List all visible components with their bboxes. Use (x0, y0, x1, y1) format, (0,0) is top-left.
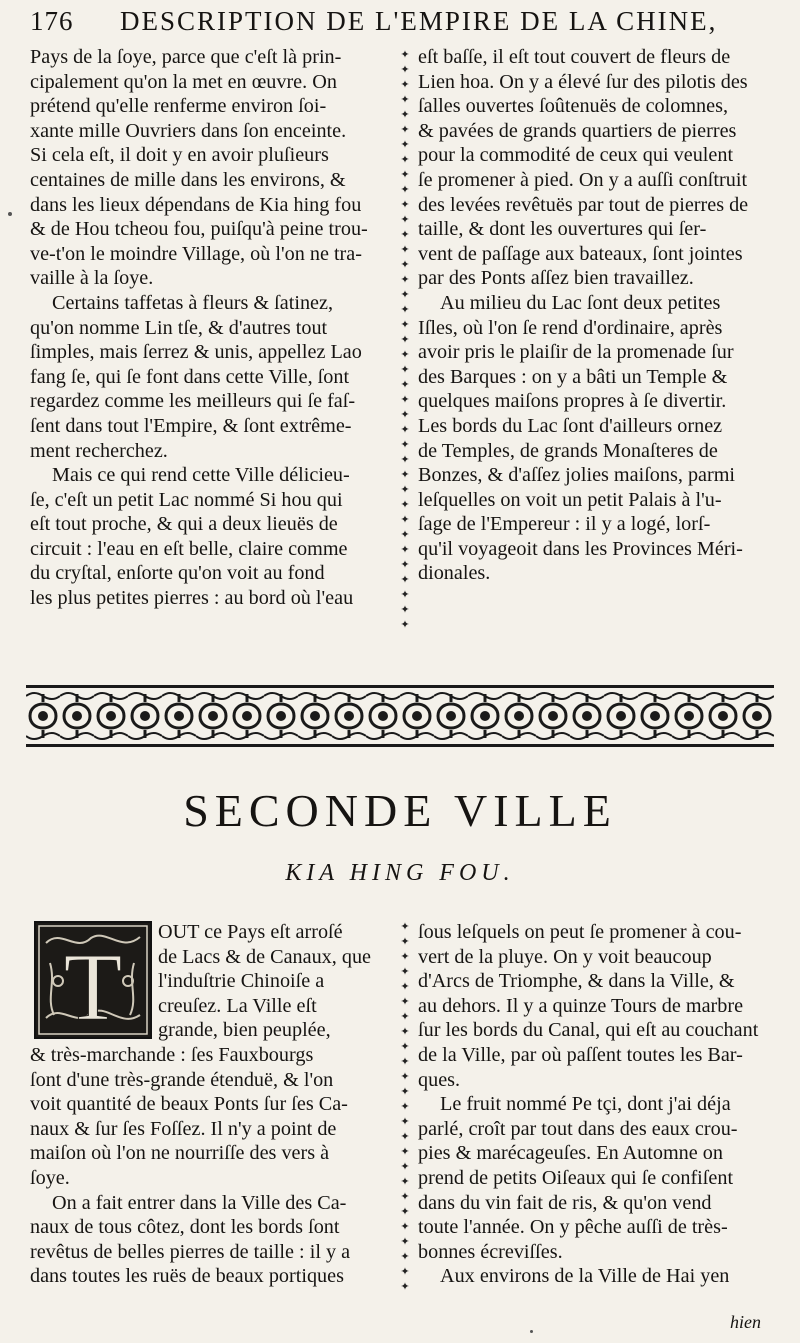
text-line: cipalement qu'on la met en œuvre. On (30, 70, 337, 93)
text-line: Si cela eſt, il doit y en avoir pluſieurs (30, 144, 329, 167)
text-line: leſquelles on voit un petit Palais à l'u- (418, 488, 722, 511)
column-divider-ornament: ✦ ✦ ✦ ✦ ✦ ✦ ✦ ✦ ✦ ✦ ✦ ✦ ✦ ✦ ✦ ✦ ✦ ✦ ✦ ✦ ✦ ✦ ✦ ✦ ✦ ✦ ✦ ✦ ✦ ✦ ✦ ✦ ✦ ✦ ✦ ✦ ✦ ✦ ✦ (400, 49, 410, 631)
text-line: Les bords du Lac ſont d'ailleurs ornez (418, 414, 723, 437)
text-line: naux & ſur ſes Foſſez. Il n'y a point de (30, 1117, 337, 1140)
text-line: Aux environs de la Ville de Hai yen (440, 1265, 730, 1288)
initial-letter-glyph: T (63, 933, 123, 1037)
ink-speck (530, 1330, 533, 1333)
text-line: ques. (418, 1068, 461, 1091)
text-line: & de Hou tcheou fou, puiſqu'à peine trou- (30, 218, 368, 241)
running-title: DESCRIPTION DE L'EMPIRE DE LA CHINE, (120, 6, 718, 36)
text-line: ſent dans tout l'Empire, & ſont extrême- (30, 414, 352, 437)
text-line: de Lacs & de Canaux, que (158, 945, 372, 968)
text-line: au dehors. Il y a quinze Tours de marbre (418, 994, 744, 1017)
text-line: centaines de mille dans les environs, & (30, 168, 346, 191)
text-line: Lien hoa. On y a élevé ſur des pilotis des (418, 70, 748, 93)
text-line: prétend qu'elle renferme environ ſoi- (30, 95, 327, 118)
text-line: Certains taffetas à fleurs & ſatinez, (52, 291, 334, 314)
text-line: & pavées de grands quartiers de pierres (418, 119, 737, 142)
text-line: de la Ville, par où paſſent toutes les Bar- (418, 1043, 743, 1066)
text-line: ſe, c'eſt un petit Lac nommé Si hou qui (30, 488, 343, 511)
text-line: pour la commodité de ceux qui veulent (418, 144, 734, 167)
section-subheading: KIA HING FOU. (285, 860, 515, 886)
text-line: dans les lieux dépendans de Kia hing fou (30, 193, 362, 216)
text-line: qu'il voyageoit dans les Provinces Méri- (418, 537, 743, 560)
text-line: grande, bien peuplée, (158, 1019, 331, 1042)
text-line: & très-marchande : ſes Fauxbourgs (30, 1043, 314, 1066)
headpiece-ornament-band (26, 685, 774, 747)
text-line: ment recherchez. (30, 439, 168, 462)
text-line: ſage de l'Empereur : il y a logé, lorſ- (418, 513, 711, 536)
text-line: Mais ce qui rend cette Ville délicieu- (52, 464, 350, 487)
text-line: pies & marécageuſes. En Automne on (418, 1142, 723, 1165)
text-line: quelques maiſons propres à ſe divertir. (418, 390, 727, 413)
ink-speck (8, 212, 12, 216)
text-line: eſt baſſe, il eſt tout couvert de fleurs de (418, 46, 731, 68)
catchword: hien (730, 1312, 761, 1332)
text-line: regardez comme les meilleurs qui ſe faſ- (30, 390, 356, 413)
text-line: des levées revêtuës par tout de pierres de (418, 193, 749, 216)
text-line: OUT ce Pays eſt arroſé (158, 921, 343, 943)
text-line: Au milieu du Lac ſont deux petites (440, 291, 721, 314)
text-line: naux de tous côtez, dont les bords ſont (30, 1216, 340, 1239)
text-line: Le fruit nommé Pe tçi, dont j'ai déja (440, 1093, 731, 1116)
text-line: ſe promener à pied. On y a auſſi conſtruit (418, 168, 748, 191)
page-number: 176 (30, 6, 74, 36)
text-line: avoir pris le plaiſir de la promenade ſur (418, 341, 734, 364)
section-heading: SECONDE VILLE (183, 785, 617, 836)
text-line: vert de la pluye. On y voit beaucoup (418, 945, 712, 968)
text-line: ſur les bords du Canal, qui eſt au couchant (418, 1019, 759, 1042)
column-top-left (30, 45, 368, 611)
text-line: vaille à la ſoye. (30, 267, 154, 290)
text-line: ve-t'on le moindre Village, où l'on ne tra- (30, 242, 362, 265)
column-bottom-left (30, 920, 371, 1289)
text-line: fang ſe, qui ſe font dans cette Ville, ſont (30, 365, 350, 388)
text-line: circuit : l'eau en eſt belle, claire comme (30, 537, 348, 560)
text-line: dans du vin fait de ris, & qu'on vend (418, 1191, 712, 1214)
running-head (30, 6, 800, 42)
text-line: parlé, croît par tout dans des eaux crou- (418, 1117, 738, 1140)
text-line: xante mille Ouvriers dans ſon enceinte. (30, 119, 347, 142)
text-line: Bonzes, & d'aſſez jolies maiſons, parmi (418, 464, 736, 487)
text-line: ſont d'une très-grande étenduë, & l'on (30, 1068, 334, 1091)
text-line: creuſez. La Ville eſt (158, 994, 317, 1017)
text-line: d'Arcs de Triomphe, & dans la Ville, & (418, 970, 735, 993)
text-line: dans toutes les ruës de beaux portiques (30, 1265, 344, 1288)
text-line: Iſles, où l'on ſe rend d'ordinaire, après (418, 316, 723, 339)
text-line: prend de petits Oiſeaux qui ſe confiſent (418, 1166, 734, 1189)
text-line: qu'on nomme Lin tſe, & d'autres tout (30, 316, 328, 339)
text-line: toute l'année. On y pêche auſſi de très- (418, 1216, 728, 1239)
text-line: dionales. (418, 562, 491, 585)
text-line: ſalles ouvertes ſoûtenuës de colomnes, (418, 95, 729, 118)
text-line: eſt tout proche, & qui a deux lieuës de (30, 513, 338, 536)
text-line: bonnes écreviſſes. (418, 1240, 563, 1263)
text-line: ſoye. (30, 1166, 70, 1189)
text-line: maiſon où l'on ne nourriſſe des vers à (30, 1142, 330, 1165)
text-line: les plus petites pierres : au bord où l'eau (30, 587, 354, 610)
text-line: vent de paſſage aux bateaux, ſont jointes (418, 242, 743, 265)
text-line: du cryſtal, enſorte qu'on voit au fond (30, 562, 325, 585)
text-line: Pays de la ſoye, parce que c'eſt là prin- (30, 46, 342, 68)
text-line: l'induſtrie Chinoiſe a (158, 970, 325, 993)
text-line: de Temples, de grands Monaſteres de (418, 439, 718, 462)
text-line: par des Ponts aſſez bien travaillez. (418, 267, 694, 290)
column-top-right (418, 45, 748, 586)
text-line: ſous leſquels on peut ſe promener à cou- (418, 921, 742, 943)
text-line: des Barques : on y a bâti un Temple & (418, 365, 728, 388)
text-line: On a fait entrer dans la Ville des Ca- (52, 1191, 347, 1214)
text-line: taille, & dont les ouvertures qui ſer- (418, 218, 707, 241)
text-line: ſimples, mais ſerrez & unis, appellez Lao (30, 341, 362, 364)
column-divider-ornament: ✦ ✦ ✦ ✦ ✦ ✦ ✦ ✦ ✦ ✦ ✦ ✦ ✦ ✦ ✦ ✦ ✦ ✦ ✦ ✦ ✦ ✦ ✦ ✦ ✦ (400, 921, 410, 1293)
text-line: voit quantité de beaux Ponts ſur ſes Ca- (30, 1093, 348, 1116)
column-bottom-right (418, 920, 758, 1289)
text-line: revêtus de belles pierres de taille : il y a (30, 1240, 351, 1263)
